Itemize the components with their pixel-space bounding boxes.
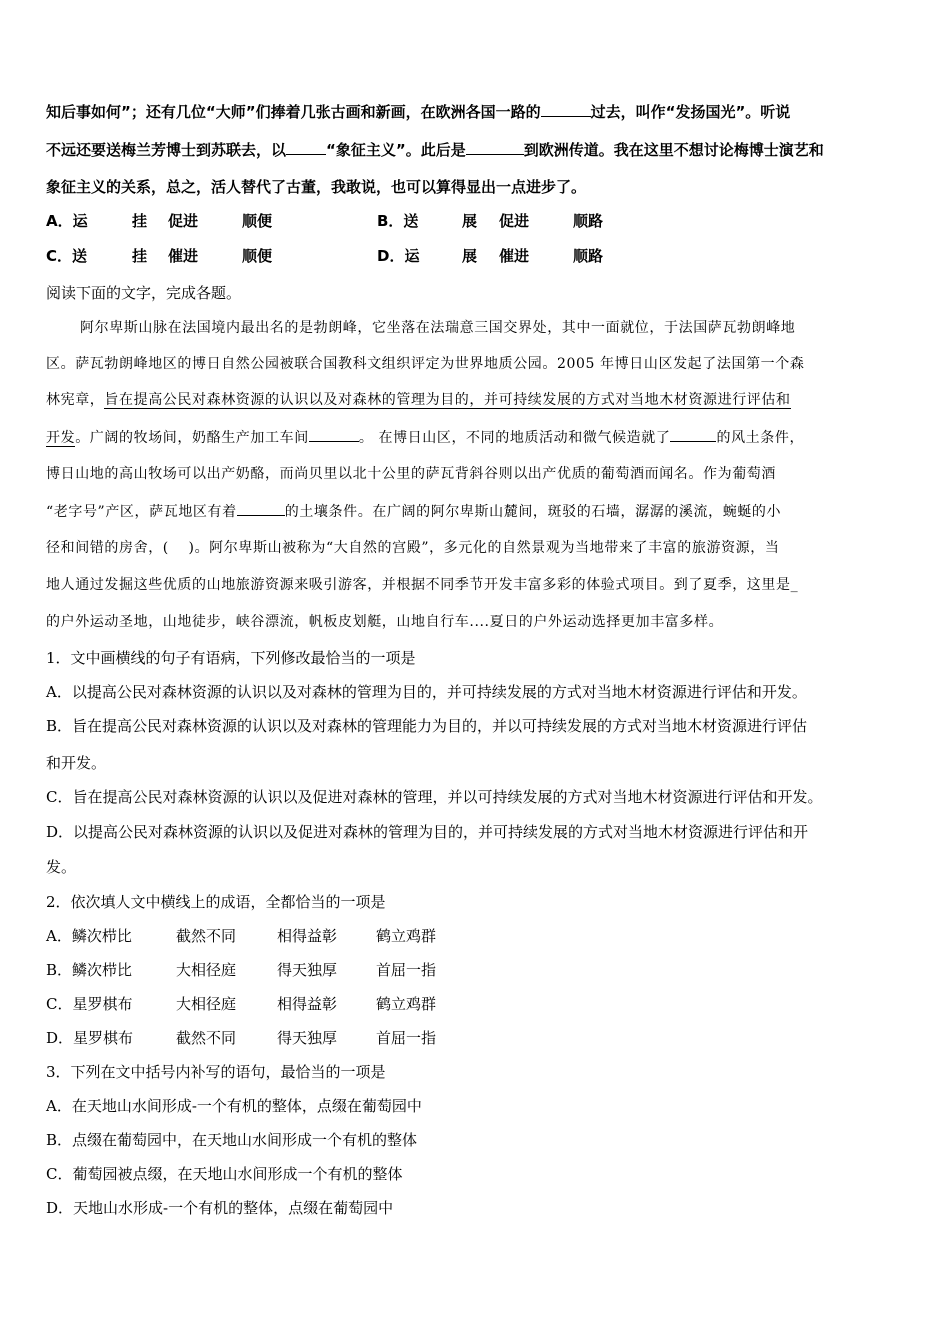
intro-text: 知后事如何”；还有几位“大师”们捧着几张古画和新画，在欧洲各国一路的 — [46, 103, 541, 121]
question-1-option-d: D．以提高公民对森林资源的认识以及促进对森林的管理为目的，并可持续发展的方式对当地木材资源进行评估和开 — [46, 823, 809, 841]
passage-line — [46, 390, 791, 410]
passage-line: 区。萨瓦勃朗峰地区的博日自然公园被联合国教科文组织评定为世界地质公园。2005 年博日山区发起了法国第一个森 — [46, 356, 805, 372]
passage-line: 阿尔卑斯山脉在法国境内最出名的是勃朗峰，它坐落在法瑞意三国交界处，其中一面就位，于法国萨瓦勃朗峰地 — [80, 320, 796, 336]
choice-c-word: 催进 — [168, 247, 199, 265]
blank-idiom-1 — [309, 427, 359, 442]
choice-b-word: 顺路 — [573, 212, 604, 230]
reading-instruction: 阅读下面的文字，完成各题。 — [46, 284, 242, 302]
question-1-option-a: A．以提高公民对森林资源的认识以及对森林的管理为目的，并可持续发展的方式对当地木材资源进行评估和开发。 — [46, 683, 807, 701]
intro-line-1 — [46, 102, 790, 122]
blank-idiom-3 — [237, 501, 285, 516]
option-text: 得天独厚 — [277, 1029, 338, 1047]
choice-b-word: 促进 — [499, 212, 530, 230]
intro-text: 到欧洲传道。我在这里不想讨论梅博士演艺和 — [523, 141, 824, 159]
choice-a-word: 促进 — [168, 212, 199, 230]
option-text: 首屈一指 — [376, 961, 437, 979]
choice-d-word: 催进 — [499, 247, 530, 265]
option-text: 鹤立鸡群 — [376, 995, 437, 1013]
question-1-stem: 1．文中画横线的句子有语病，下列修改最恰当的一项是 — [46, 649, 416, 667]
option-text: C．星罗棋布 — [46, 995, 133, 1013]
intro-line-3 — [46, 177, 586, 197]
passage-text: 。 在博日山区，不同的地质活动和微气候造就了 — [358, 430, 671, 446]
intro-text: 过去，叫作“发扬国光”。听说 — [590, 103, 791, 121]
option-text: 大相径庭 — [176, 995, 237, 1013]
choice-d-word: 顺路 — [573, 247, 604, 265]
option-text: 鹤立鸡群 — [376, 927, 437, 945]
question-3-option-c: C．葡萄园被点缀，在天地山水间形成一个有机的整体 — [46, 1165, 403, 1183]
choice-a-word: 挂 — [132, 212, 148, 230]
question-1-option-b-cont: 和开发。 — [46, 754, 107, 772]
intro-text: 象征主义的关系，总之，活人替代了古董，我敢说，也可以算得显出一点进步了。 — [46, 178, 587, 196]
question-3-option-d: D．天地山水形成-一个有机的整体，点缀在葡萄园中 — [46, 1199, 394, 1217]
passage-line: 径和间错的房舍，( )。阿尔卑斯山被称为“大自然的宫殿”，多元化的自然景观为当地带来了丰富的旅游资源，当 — [46, 540, 780, 556]
option-text: B．鳞次栉比 — [46, 961, 133, 979]
choice-c-word: 顺便 — [242, 247, 273, 265]
option-text: 截然不同 — [176, 927, 237, 945]
question-1-option-c: C．旨在提高公民对森林资源的认识以及促进对森林的管理，并以可持续发展的方式对当地木材资源进行评估和开发。 — [46, 788, 823, 806]
option-text: 首屈一指 — [376, 1029, 437, 1047]
option-text: 大相径庭 — [176, 961, 237, 979]
intro-text: 不远还要送梅兰芳博士到苏联去，以 — [46, 141, 287, 159]
passage-text: 林宪章， — [46, 392, 105, 408]
passage-line: 博日山地的高山牧场可以出产奶酪，而尚贝里以北十公里的萨瓦背斜谷则以出产优质的葡萄酒而闻名。作为葡萄酒 — [46, 466, 776, 482]
blank-idiom-2 — [670, 427, 716, 442]
passage-line: 地人通过发掘这些优质的山地旅游资源来吸引游客，并根据不同季节开发丰富多彩的体验式项目。到了夏季，这里是_ — [46, 577, 799, 593]
passage-text: 的风土条件， — [716, 430, 805, 446]
choice-b-letter: B．送 — [377, 212, 419, 230]
option-text: 得天独厚 — [277, 961, 338, 979]
question-3-stem: 3．下列在文中括号内补写的语句，最恰当的一项是 — [46, 1063, 386, 1081]
passage-text: 的土壤条件。在广阔的阿尔卑斯山麓间，斑驳的石墙，潺潺的溪流，蜿蜒的小 — [284, 504, 782, 520]
passage-line — [46, 501, 781, 522]
question-3-option-b: B．点缀在葡萄园中，在天地山水间形成一个有机的整体 — [46, 1131, 418, 1149]
question-1-option-b: B．旨在提高公民对森林资源的认识以及对森林的管理能力为目的，并以可持续发展的方式对当地木材资源进行评估 — [46, 717, 808, 735]
option-text: A．鳞次栉比 — [46, 927, 132, 945]
intro-line-2 — [46, 140, 824, 160]
choice-a-letter: A．运 — [46, 212, 88, 230]
choice-c-letter: C．送 — [46, 247, 88, 265]
choice-b-word: 展 — [462, 212, 478, 230]
option-text: D．星罗棋布 — [46, 1029, 134, 1047]
option-text: 相得益彰 — [277, 927, 338, 945]
blank-1 — [541, 102, 591, 117]
underlined-sentence: 旨在提高公民对森林资源的认识以及对森林的管理为目的，并可持续发展的方式对当地木材资源进行评估和 — [104, 392, 791, 408]
choice-c-word: 挂 — [132, 247, 148, 265]
passage-text: 。广阔的牧场间，奶酪生产加工车间 — [75, 430, 309, 446]
question-3-option-a: A．在天地山水间形成-一个有机的整体，点缀在葡萄园中 — [46, 1097, 422, 1115]
choice-d-word: 展 — [462, 247, 478, 265]
option-text: 截然不同 — [176, 1029, 237, 1047]
question-2-stem: 2．依次填人文中横线上的成语，全都恰当的一项是 — [46, 893, 386, 911]
choice-d-letter: D．运 — [377, 247, 420, 265]
option-text: 相得益彰 — [277, 995, 338, 1013]
choice-a-word: 顺便 — [242, 212, 273, 230]
intro-text: “象征主义”。此后是 — [326, 141, 466, 159]
passage-line — [46, 427, 804, 448]
passage-line: 的户外运动圣地，山地徒步，峡谷漂流，帆板皮划艇，山地自行车....夏日的户外运动选择更加丰富多样。 — [46, 614, 724, 630]
passage-text: “老字号”产区，萨瓦地区有着 — [46, 504, 237, 520]
blank-2 — [286, 140, 326, 155]
question-1-option-d-cont: 发。 — [46, 858, 77, 876]
underlined-sentence: 开发 — [46, 430, 76, 446]
blank-3 — [466, 140, 524, 155]
